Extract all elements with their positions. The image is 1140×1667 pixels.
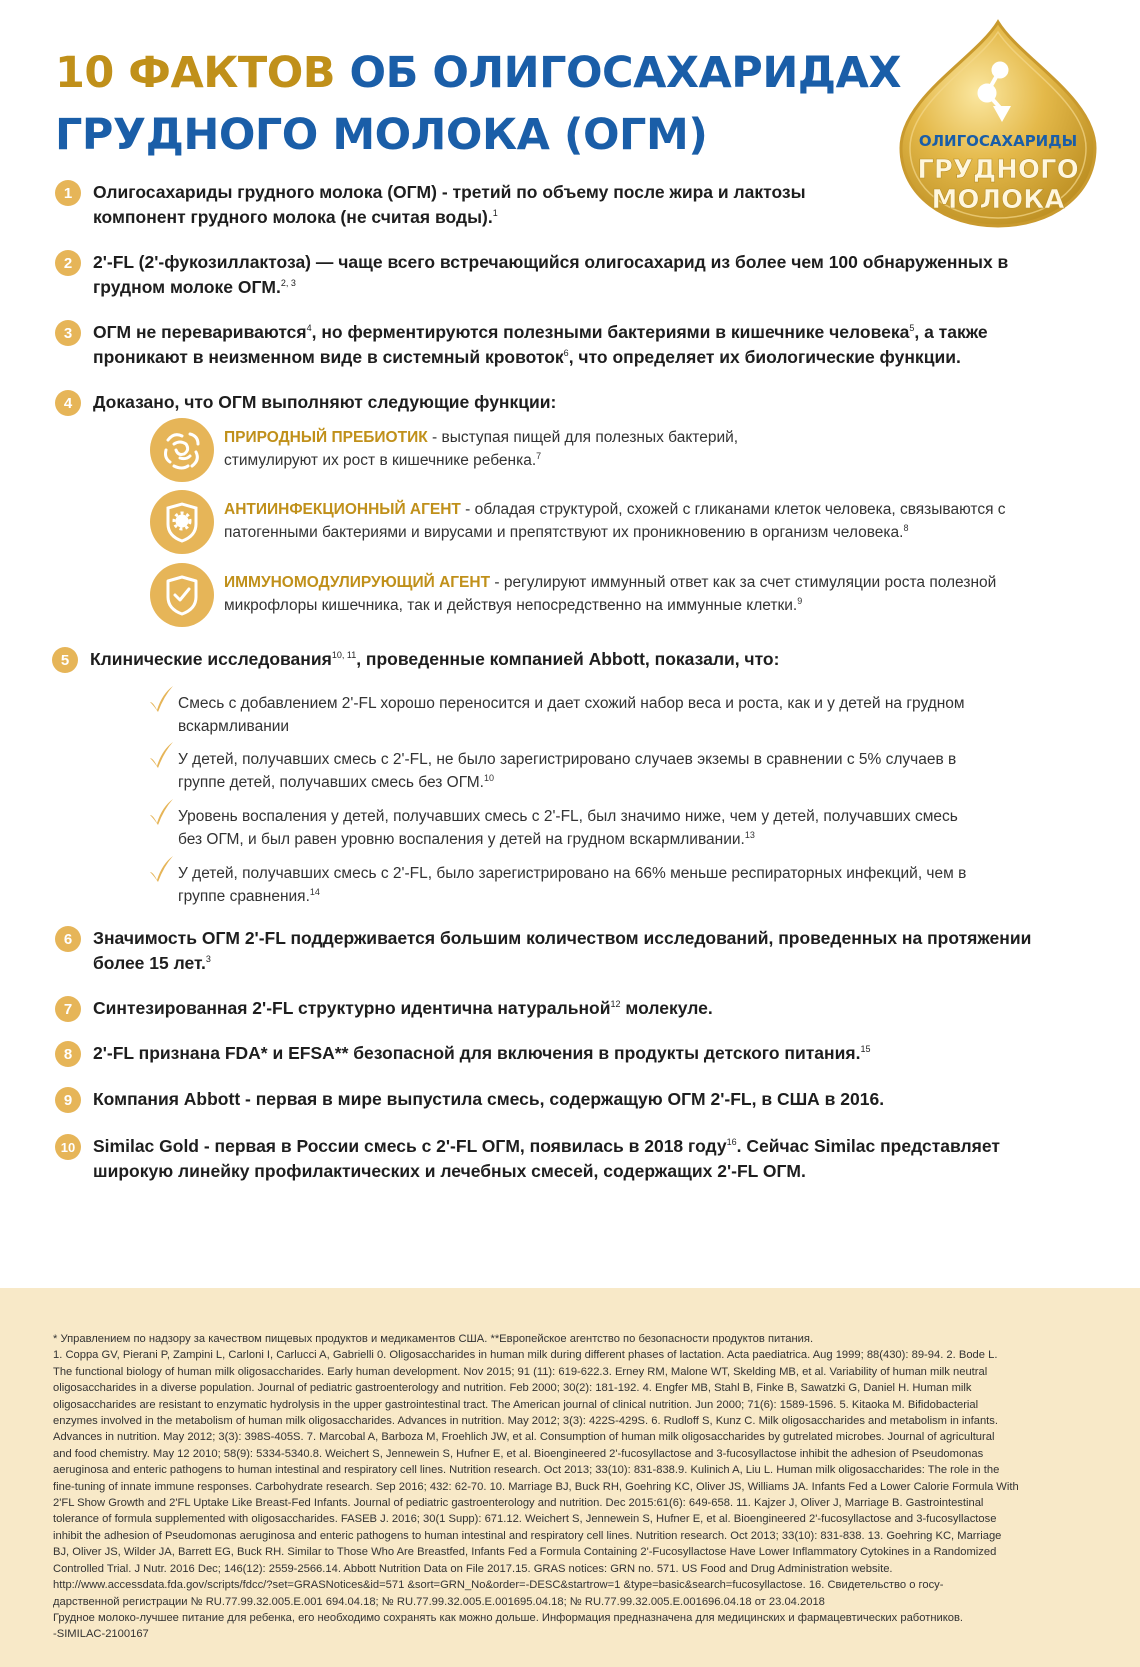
fact-7 (55, 996, 713, 1022)
hmo-badge (890, 18, 1106, 228)
checkmark-icon (148, 797, 174, 827)
fact-text: Значимость ОГМ 2'-FL поддерживается большим количеством исследований, проведенных на протяжении более 15 лет.$^3$ (93, 928, 1032, 973)
number-badge: 4 (55, 390, 81, 416)
checkmark-icon (148, 740, 174, 770)
page-title (55, 42, 901, 166)
number-badge: 9 (55, 1087, 81, 1113)
fact-3 (55, 320, 988, 370)
function-text: ПРИРОДНЫЙ ПРЕБИОТИК - выступая пищей для полезных бактерий, стимулируют их рост в кишечнике ребенка.$^7$ (224, 429, 739, 469)
fact-8 (55, 1041, 870, 1067)
shield-check-icon (150, 563, 214, 627)
number-badge: 1 (55, 180, 81, 206)
result-item: Смесь с добавлением 2'-FL хорошо переносится и дает схожий набор веса и роста, как и у детей на грудном вскармливании (148, 692, 965, 738)
references-text: * Управлением по надзору за качеством пищевых продуктов и медикаментов США. **Европейское агентство по безопасности продуктов питания. 1. Coppa GV, Pierani P, Zampini L, Carloni I, Carlucci A, Gabrielli 0. Oligosaccharides in human milk during different phases of lactation. Acta paediatrica. Aug 1999; 88(430): 89-94. 2. Bode L. The functional biology of human milk oligosaccharides. Early human development. Nov 2015; 91 (11): 619-622.3. Erney RM, Malone WT, Skelding MB, et al. Variability of human milk neutral oligosaccharides in a diverse population. Journal of pediatric gastroenterology and nutrition. Feb 2000; 30(2): 181-192. 4. Engfer MB, Stahl B, Finke B, Sawatzki G, Daniel H. Human milk oligosaccharides are resistant to enzymatic hydrolysis in the upper gastrointestinal tract. The American journal of clinical nutrition. Jun 2000; 71(6): 1589-1596. 5. Kitaoka M. Bifidobacterial enzymes involved in the metabolism of human milk oligosaccharides. Advances in nutrition. May 2012; 3(3): 422S-429S. 6. Rudloff S, Kunz C. Milk oligosaccharides and metabolism in infants. Advances in nutrition. May 2012; 3(3): 398S-405S. 7. Marcobal A, Barboza M, Froehlich JW, et al. Consumption of human milk oligosaccharides by gutrelated microbes. Journal of agricultural and food chemistry. May 12 2010; 58(9): 5334-5340.8. Weichert S, Jennewein S, Hufner E, et al. Bioengineered 2'-fucosyllactose and 3-fucosyllactose inhibit the adhesion of Pseudomonas aeruginosa and enteric pathogens to human intestinal and respiratory cell lines. Nutrition research. Oct 2013; 33(10): 831-838.9. Kulinich A, Liu L. Human milk oligosaccharides: The role in the fine-tuning of innate immune responses. Carbohydrate research. Sep 2016; 432: 62-70. 10. Marriage BJ, Buck RH, Goehring KC, Oliver JS, Williams JA. Infants Fed a Lower Calorie Formula With 2'FL Show Growth and 2'FL Uptake Like Breast-Fed Infants. Journal of pediatric gastroenterology and nutrition. Dec 2015:61(6): 649-658. 11. Kajzer J, Oliver J, Marriage B. Gastrointestinal tolerance of formula supplemented with oligosaccharides. FASEB J. 2016; 30(1 Supp): 671.12. Weichert S, Jennewein S, Hufner E, et al. Bioengineered 2'-fucosyllactose and 3-fucosyllactose inhibit the adhesion of Pseudomonas aeruginosa and enteric pathogens to human intestinal and respiratory cell lines. Nutrition research. Oct 2013; 33(10): 831-838. 13. Goehring KC, Marriage BJ, Oliver JS, Wilder JA, Barrett EG, Buck RH. Similar to Those Who Are Breastfed, Infants Fed a Formula Containing 2'-Fucosyllactose Have Lower Inflammatory Cytokines in a Randomized Controlled Trial. J Nutr. 2016 Dec; 146(12): 2559-2566.14. Abbott Nutrition Data on File 2017.15. GRAS notices: GRN no. 571. US Food and Drug Administration website. http://www.accessdata.fda.gov/scripts/fdcc/?set=GRASNotices&id=571 &sort=GRN_No&order=-DESC&startrow=1 &type=basic&search=fucosyllactose. 16. Свидетельство о госу- дарственной регистрации № RU.77.99.32.005.E.001 694.04.18; № RU.77.99.32.005.E.001695.04.18; № RU.77.99.32.005.E.001696.04.18 от 23.04.2018 Грудное молоко-лучшее питание для ребенка, его необходимо сохранять как можно дольше. Информация предназначена для медицинских и фармацевтических работников. -SIMILAC-2100167 (53, 1333, 1019, 1641)
fact-text: Клинические исследования$^{10, 11}$, проведенные компанией Abbott, показали, что: (90, 649, 780, 669)
function-immunomodulatory (150, 563, 996, 627)
number-badge: 8 (55, 1041, 81, 1067)
shield-gear-icon (150, 490, 214, 554)
fact-5 (52, 647, 779, 673)
number-badge: 2 (55, 250, 81, 276)
references-footer (0, 1288, 1140, 1667)
bacteria-icon (150, 418, 214, 482)
number-badge: 7 (55, 996, 81, 1022)
result-item: У детей, получавших смесь с 2'-FL, было зарегистрировано на 66% меньше респираторных инфекций, чем в группе сравнения.$^{14}$ (148, 862, 966, 908)
number-badge: 6 (55, 926, 81, 952)
fact-text: 2'-FL (2'-фукозиллактоза) — чаще всего встречающийся олигосахарид из более чем 100 обнаруженных в грудном молоке ОГМ.$^{2, 3}$ (93, 252, 1009, 297)
fact-text: 2'-FL признана FDA* и EFSA** безопасной для включения в продукты детского питания.$^{15}$ (93, 1043, 871, 1063)
checkmark-icon (148, 684, 174, 714)
svg-text:МОЛОКА: МОЛОКА (931, 185, 1065, 215)
gold-drop-badge (890, 18, 1106, 228)
fact-6 (55, 926, 1031, 976)
number-badge: 5 (52, 647, 78, 673)
fact-text: Доказано, что ОГМ выполняют следующие функции: (93, 392, 557, 412)
number-badge: 10 (55, 1134, 81, 1160)
svg-text:ГРУДНОГО: ГРУДНОГО (917, 155, 1079, 185)
fact-1 (55, 180, 806, 230)
fact-9 (55, 1087, 884, 1113)
function-text: ИММУНОМОДУЛИРУЮЩИЙ АГЕНТ - регулируют иммунный ответ как за счет стимуляции роста полезной микрофлоры кишечника, так и действуя непосредственно на иммунные клетки.$^9$ (224, 574, 997, 614)
fact-text: Олигосахариды грудного молока (ОГМ) - третий по объему после жира и лактозы компонент грудного молока (не считая воды).$^1$ (93, 182, 806, 227)
result-item: У детей, получавших смесь с 2'-FL, не было зарегистрировано случаев экземы в сравнении с 5% случаев в группе детей, получавших смесь без ОГМ.$^{10}$ (148, 748, 956, 794)
function-text: АНТИИНФЕКЦИОННЫЙ АГЕНТ - обладая структурой, схожей с гликанами клеток человека, связываются с патогенными бактериями и вирусами и препятствуют их проникновению в организм человека.$^8$ (224, 501, 1006, 541)
fact-text: Similac Gold - первая в России смесь с 2'-FL ОГМ, появилась в 2018 году$^{16}$. Сейчас Similac представляет широкую линейку профилактических и лечебных смесей, содержащих 2'-FL ОГМ. (93, 1136, 1000, 1181)
fact-text: ОГМ не перевариваются$^4$, но ферментируются полезными бактериями в кишечнике человека$^5$, а также проникают в неизменном виде в системный кровоток$^6$, что определяет их биологические функции. (93, 322, 988, 367)
function-prebiotic (150, 418, 738, 482)
svg-text:ОЛИГОСАХАРИДЫ: ОЛИГОСАХАРИДЫ (918, 132, 1078, 150)
number-badge: 3 (55, 320, 81, 346)
fact-10 (55, 1134, 1000, 1184)
title-blue-line1: ОБ ОЛИГОСАХАРИДАХ (349, 48, 902, 98)
result-item: Уровень воспаления у детей, получавших смесь с 2'-FL, был значимо ниже, чем у детей, получавших смесь без ОГМ, и был равен уровню воспаления у детей на грудном вскармливании.$^{13}$ (148, 805, 958, 851)
fact-text: Компания Abbott - первая в мире выпустила смесь, содержащую ОГМ 2'-FL, в США в 2016. (93, 1089, 885, 1109)
fact-2 (55, 250, 1008, 300)
function-anti-infective (150, 490, 1006, 554)
title-gold: 10 ФАКТОВ (55, 48, 336, 98)
fact-text: Синтезированная 2'-FL структурно идентична натуральной$^{12}$ молекуле. (93, 998, 713, 1018)
checkmark-icon (148, 854, 174, 884)
title-blue-line2: ГРУДНОГО МОЛОКА (ОГМ) (55, 110, 708, 160)
fact-4 (55, 390, 556, 416)
